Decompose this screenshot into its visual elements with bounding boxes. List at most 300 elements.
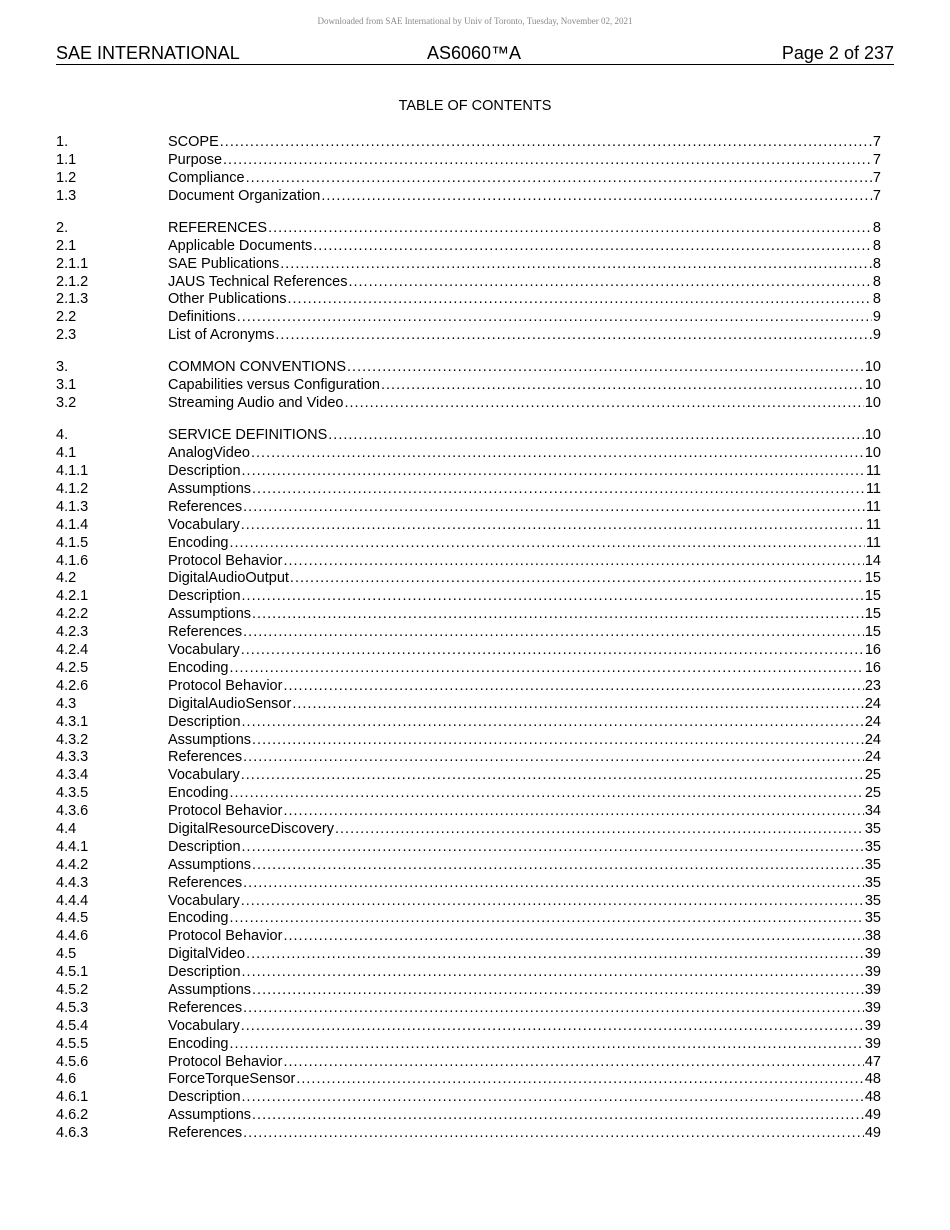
toc-entry-page: 8 [872,291,881,308]
toc-entry[interactable] [56,570,881,588]
toc-entry-number: 1.1 [56,151,77,168]
toc-dot-leader [243,1125,864,1143]
toc-entry[interactable] [56,1018,881,1036]
toc-entry-line [168,291,881,309]
toc-dot-leader [241,517,865,535]
toc-entry-title: Encoding [168,659,229,676]
toc-entry[interactable] [56,732,881,750]
toc-entry-number: 4.5.1 [56,964,89,981]
toc-entry-line [168,642,881,660]
toc-entry-line [168,1107,881,1125]
toc-entry-line [168,238,881,256]
toc-entry-title: AnalogVideo [168,445,250,462]
toc-entry-page: 24 [864,731,881,748]
toc-entry-page: 39 [864,1017,881,1034]
toc-entry-page: 11 [865,498,881,515]
toc-entry[interactable] [56,821,881,839]
toc-entry-title: JAUS Technical References [168,273,348,290]
toc-entry-page: 49 [864,1125,881,1142]
toc-entry-number: 4.4.1 [56,838,89,855]
toc-entry-line [168,588,881,606]
toc-entry-page: 10 [864,377,881,394]
toc-entry-line [168,749,881,767]
toc-entry[interactable] [56,767,881,785]
toc-entry-number: 3.1 [56,377,77,394]
toc-entry-line [168,1089,881,1107]
toc-entry[interactable] [56,964,881,982]
toc-entry[interactable] [56,803,881,821]
toc-entry-line [168,309,881,327]
toc-entry[interactable] [56,588,881,606]
toc-entry-page: 47 [864,1053,881,1070]
toc-entry-page: 35 [864,838,881,855]
toc-entry-number: 4.3.4 [56,767,89,784]
toc-entry[interactable] [56,749,881,767]
toc-entry-number: 4.6.1 [56,1089,89,1106]
toc-entry[interactable] [56,875,881,893]
toc-entry-page: 7 [872,169,881,186]
toc-entry-line [168,463,881,481]
toc-entry-title: References [168,624,243,641]
toc-entry-page: 8 [872,255,881,272]
toc-entry-title: Description [168,838,241,855]
toc-entry[interactable] [56,642,881,660]
toc-dot-leader [283,678,863,696]
toc-entry-line [168,1018,881,1036]
toc-entry-title: Protocol Behavior [168,928,283,945]
toc-dot-leader [243,749,864,767]
toc-dot-leader [252,1107,864,1125]
toc-entry-title: DigitalAudioSensor [168,695,292,712]
toc-entry-title: Description [168,1089,241,1106]
toc-entry-line [168,678,881,696]
toc-entry-page: 9 [872,309,881,326]
toc-entry-page: 7 [872,134,881,150]
toc-dot-leader [242,964,864,982]
toc-dot-leader [335,821,864,839]
toc-dot-leader [251,445,864,463]
toc-entry[interactable] [56,624,881,642]
toc-entry-page: 11 [865,534,881,551]
toc-entry-number: 4.4.3 [56,874,89,891]
toc-entry-line [168,256,881,274]
toc-entry-title: Description [168,713,241,730]
toc-entry-line [168,785,881,803]
toc-entry-title: Assumptions [168,856,252,873]
toc-dot-leader [252,732,864,750]
toc-dot-leader [296,1071,864,1089]
toc-entry-number: 4.1.5 [56,534,89,551]
toc-entry-line [168,327,881,345]
toc-entry-title: Vocabulary [168,1017,240,1034]
toc-entry-page: 11 [865,516,881,533]
toc-entry-page: 15 [864,606,881,623]
toc-entry-page: 39 [864,964,881,981]
toc-entry-title: Description [168,463,241,480]
toc-entry-line [168,875,881,893]
toc-dot-leader [241,767,864,785]
toc-entry-page: 8 [872,219,881,236]
toc-entry-page: 15 [864,588,881,605]
toc-entry-number: 4.4 [56,820,77,837]
toc-dot-leader [283,803,863,821]
toc-dot-leader [292,696,864,714]
toc-entry-title: Encoding [168,785,229,802]
toc-entry-number: 1. [56,134,69,150]
toc-entry-line [168,1054,881,1072]
toc-heading: TABLE OF CONTENTS [398,98,552,114]
toc-dot-leader [241,642,864,660]
toc-entry-title: Capabilities versus Configuration [168,377,380,394]
toc-entry-line [168,359,881,377]
toc-entry[interactable] [56,946,881,964]
toc-entry-title: Applicable Documents [168,237,313,254]
toc-entry[interactable] [56,274,881,292]
toc-entry[interactable] [56,359,881,377]
toc-entry-line [168,660,881,678]
toc-dot-leader [280,256,872,274]
toc-entry-page: 9 [872,327,881,344]
toc-entry-number: 2.2 [56,309,77,326]
toc-dot-leader [229,910,863,928]
toc-entry-line [168,134,881,152]
toc-entry-line [168,857,881,875]
toc-entry-number: 4.6.2 [56,1107,89,1124]
toc-entry-number: 4.1.1 [56,463,89,480]
toc-entry-page: 11 [865,481,881,498]
toc-entry[interactable] [56,893,881,911]
toc-entry[interactable] [56,1054,881,1072]
toc-entry-number: 3. [56,359,69,376]
toc-entry[interactable] [56,910,881,928]
toc-entry-title: Purpose [168,151,223,168]
toc-entry-title: Encoding [168,910,229,927]
toc-entry-title: Assumptions [168,1107,252,1124]
toc-entry-number: 4.4.2 [56,856,89,873]
toc-entry-number: 4.2.3 [56,624,89,641]
toc-entry-number: 2. [56,219,69,236]
toc-entry-number: 4.3 [56,695,77,712]
toc-entry-title: REFERENCES [168,219,268,236]
toc-entry[interactable] [56,327,881,345]
toc-entry-title: SERVICE DEFINITIONS [168,427,328,444]
toc-entry-page: 10 [864,427,881,444]
toc-entry-title: References [168,749,243,766]
toc-entry-title: List of Acronyms [168,327,275,344]
toc-entry[interactable] [56,256,881,274]
toc-entry-title: DigitalResourceDiscovery [168,820,334,837]
toc-entry-title: References [168,1125,243,1142]
toc-entry-line [168,821,881,839]
toc-dot-leader [252,982,864,1000]
toc-entry-page: 24 [864,713,881,730]
toc-entry-title: COMMON CONVENTIONS [168,359,347,376]
toc-entry-number: 4.1.2 [56,481,89,498]
toc-entry-page: 8 [872,237,881,254]
toc-entry-page: 7 [872,151,881,168]
toc-entry[interactable] [56,678,881,696]
toc-entry-title: Other Publications [168,291,287,308]
toc-entry-page: 48 [864,1089,881,1106]
toc-entry[interactable] [56,134,881,152]
toc-entry-line [168,1000,881,1018]
toc-entry-line [168,767,881,785]
toc-entry[interactable] [56,696,881,714]
toc-dot-leader [275,327,872,345]
header-organization: SAE INTERNATIONAL [56,43,240,63]
toc-entry[interactable] [56,427,881,445]
toc-entry-page: 23 [864,677,881,694]
toc-dot-leader [321,188,872,206]
toc-entry-title: Protocol Behavior [168,1053,283,1070]
toc-dot-leader [252,481,865,499]
toc-entry[interactable] [56,660,881,678]
toc-entry-number: 4.4.6 [56,928,89,945]
toc-entry-title: Definitions [168,309,236,326]
toc-dot-leader [220,134,872,152]
toc-entry-number: 4.1.3 [56,498,89,515]
toc-entry-number: 4.2.1 [56,588,89,605]
toc-dot-leader [241,1018,864,1036]
toc-entry-number: 4.6 [56,1071,77,1088]
toc-entry-page: 11 [865,463,881,480]
toc-entry-title: Description [168,588,241,605]
toc-dot-leader [246,170,872,188]
toc-entry-page: 24 [864,695,881,712]
toc-entry-line [168,946,881,964]
toc-entry[interactable] [56,188,881,206]
toc-entry-page: 39 [864,1035,881,1052]
toc-dot-leader [381,377,864,395]
toc-entry-line [168,188,881,206]
toc-entry-number: 4.5.3 [56,999,89,1016]
toc-entry[interactable] [56,170,881,188]
toc-entry-line [168,606,881,624]
toc-entry-title: Vocabulary [168,767,240,784]
toc-dot-leader [268,220,872,238]
toc-dot-leader [242,588,864,606]
toc-entry-page: 16 [864,659,881,676]
toc-dot-leader [283,928,863,946]
toc-entry-number: 4.5.5 [56,1035,89,1052]
toc-entry[interactable] [56,291,881,309]
toc-entry[interactable] [56,238,881,256]
toc-entry-number: 2.3 [56,327,77,344]
toc-dot-leader [229,1036,863,1054]
toc-entry-page: 35 [864,856,881,873]
toc-entry-title: Encoding [168,534,229,551]
toc-entry-line [168,964,881,982]
toc-entry[interactable] [56,606,881,624]
header-page-number: Page 2 of 237 [781,43,894,63]
toc-entry-line [168,893,881,911]
toc-entry-title: Vocabulary [168,516,240,533]
toc-entry[interactable] [56,553,881,571]
toc-entry[interactable] [56,714,881,732]
toc-entry-number: 4.5.2 [56,981,89,998]
download-watermark: Downloaded from SAE International by Univ of Toronto, Tuesday, November 02, 2021 [317,16,633,26]
toc-entry-page: 8 [872,273,881,290]
toc-entry-page: 48 [864,1071,881,1088]
toc-entry[interactable] [56,152,881,170]
toc-entry-page: 10 [864,359,881,376]
toc-entry-page: 39 [864,981,881,998]
toc-dot-leader [242,714,864,732]
toc-entry[interactable] [56,309,881,327]
toc-entry[interactable] [56,928,881,946]
toc-entry[interactable] [56,395,881,413]
toc-entry[interactable] [56,839,881,857]
toc-entry-line [168,152,881,170]
toc-entry-line [168,1071,881,1089]
toc-entry-line [168,535,881,553]
page-header [56,43,894,65]
toc-entry-title: Encoding [168,1035,229,1052]
toc-entry-line [168,839,881,857]
toc-entry[interactable] [56,535,881,553]
toc-entry-line [168,732,881,750]
toc-entry-line [168,803,881,821]
toc-dot-leader [313,238,872,256]
toc-entry-number: 4.2.5 [56,659,89,676]
toc-entry-title: Assumptions [168,731,252,748]
toc-entry-page: 39 [864,999,881,1016]
toc-entry-title: SCOPE [168,134,219,150]
toc-entry[interactable] [56,1089,881,1107]
toc-entry-page: 25 [864,767,881,784]
toc-entry-number: 2.1.2 [56,273,89,290]
toc-dot-leader [283,1054,863,1072]
toc-entry-title: References [168,874,243,891]
toc-entry-line [168,714,881,732]
toc-dot-leader [237,309,872,327]
toc-entry-page: 7 [872,187,881,204]
toc-entry-page: 14 [864,552,881,569]
toc-entry[interactable] [56,1071,881,1089]
toc-dot-leader [246,946,864,964]
toc-dot-leader [287,291,871,309]
toc-entry-number: 4.2.6 [56,677,89,694]
toc-entry[interactable] [56,857,881,875]
toc-entry[interactable] [56,499,881,517]
toc-dot-leader [243,624,864,642]
toc-entry[interactable] [56,377,881,395]
toc-dot-leader [243,1000,864,1018]
toc-entry[interactable] [56,220,881,238]
toc-entry[interactable] [56,785,881,803]
toc-entry[interactable] [56,1125,881,1143]
toc-entry-line [168,170,881,188]
toc-dot-leader [242,839,864,857]
toc-entry-number: 4.3.5 [56,785,89,802]
toc-entry[interactable] [56,481,881,499]
toc-entry-title: Protocol Behavior [168,803,283,820]
toc-entry-title: Vocabulary [168,892,240,909]
toc-entry-title: Assumptions [168,481,252,498]
toc-entry-number: 4.2.2 [56,606,89,623]
toc-entry-page: 49 [864,1107,881,1124]
toc-dot-leader [229,535,864,553]
table-of-contents [56,134,881,1143]
toc-entry-page: 35 [864,910,881,927]
toc-entry-line [168,517,881,535]
toc-entry-line [168,1036,881,1054]
toc-dot-leader [243,499,865,517]
toc-entry-title: References [168,999,243,1016]
toc-dot-leader [242,463,865,481]
toc-dot-leader [252,857,864,875]
toc-dot-leader [344,395,863,413]
toc-entry[interactable] [56,982,881,1000]
toc-entry-title: Vocabulary [168,642,240,659]
toc-entry[interactable] [56,463,881,481]
toc-entry-number: 4.1.6 [56,552,89,569]
toc-entry-title: DigitalVideo [168,946,246,963]
toc-entry-line [168,427,881,445]
toc-entry-title: SAE Publications [168,255,280,272]
toc-entry-line [168,928,881,946]
toc-entry-line [168,982,881,1000]
toc-dot-leader [347,359,864,377]
toc-dot-leader [241,893,864,911]
toc-entry-title: Protocol Behavior [168,552,283,569]
toc-entry-line [168,624,881,642]
toc-entry[interactable] [56,1000,881,1018]
toc-dot-leader [290,570,864,588]
toc-entry-page: 35 [864,874,881,891]
toc-entry-page: 24 [864,749,881,766]
toc-entry-number: 4.5 [56,946,77,963]
toc-entry-title: ForceTorqueSensor [168,1071,296,1088]
toc-dot-leader [328,427,864,445]
toc-dot-leader [348,274,871,292]
toc-dot-leader [223,152,872,170]
toc-entry-number: 4.3.6 [56,803,89,820]
toc-entry-number: 4.3.1 [56,713,89,730]
toc-entry-title: Assumptions [168,606,252,623]
toc-dot-leader [283,553,863,571]
toc-entry[interactable] [56,445,881,463]
toc-entry-number: 4.3.3 [56,749,89,766]
toc-entry-page: 35 [864,820,881,837]
toc-entry-page: 35 [864,892,881,909]
toc-entry-number: 2.1.1 [56,255,89,272]
toc-entry-line [168,1125,881,1143]
toc-entry-number: 4.3.2 [56,731,89,748]
toc-entry-number: 4.1.4 [56,516,89,533]
toc-entry-page: 10 [864,445,881,462]
toc-dot-leader [242,1089,864,1107]
toc-entry-page: 38 [864,928,881,945]
toc-entry-title: DigitalAudioOutput [168,570,289,587]
toc-entry-line [168,499,881,517]
toc-entry-line [168,445,881,463]
toc-entry-number: 3.2 [56,395,77,412]
toc-entry-number: 2.1.3 [56,291,89,308]
toc-entry-line [168,274,881,292]
toc-entry-number: 4.5.6 [56,1053,89,1070]
toc-entry-number: 4.6.3 [56,1125,89,1142]
toc-entry-page: 15 [864,624,881,641]
toc-entry-title: Streaming Audio and Video [168,395,344,412]
toc-entry-line [168,570,881,588]
toc-entry-number: 1.2 [56,169,77,186]
toc-entry[interactable] [56,1036,881,1054]
toc-entry-number: 4.2 [56,570,77,587]
toc-entry[interactable] [56,1107,881,1125]
toc-entry[interactable] [56,517,881,535]
toc-entry-number: 2.1 [56,237,77,254]
